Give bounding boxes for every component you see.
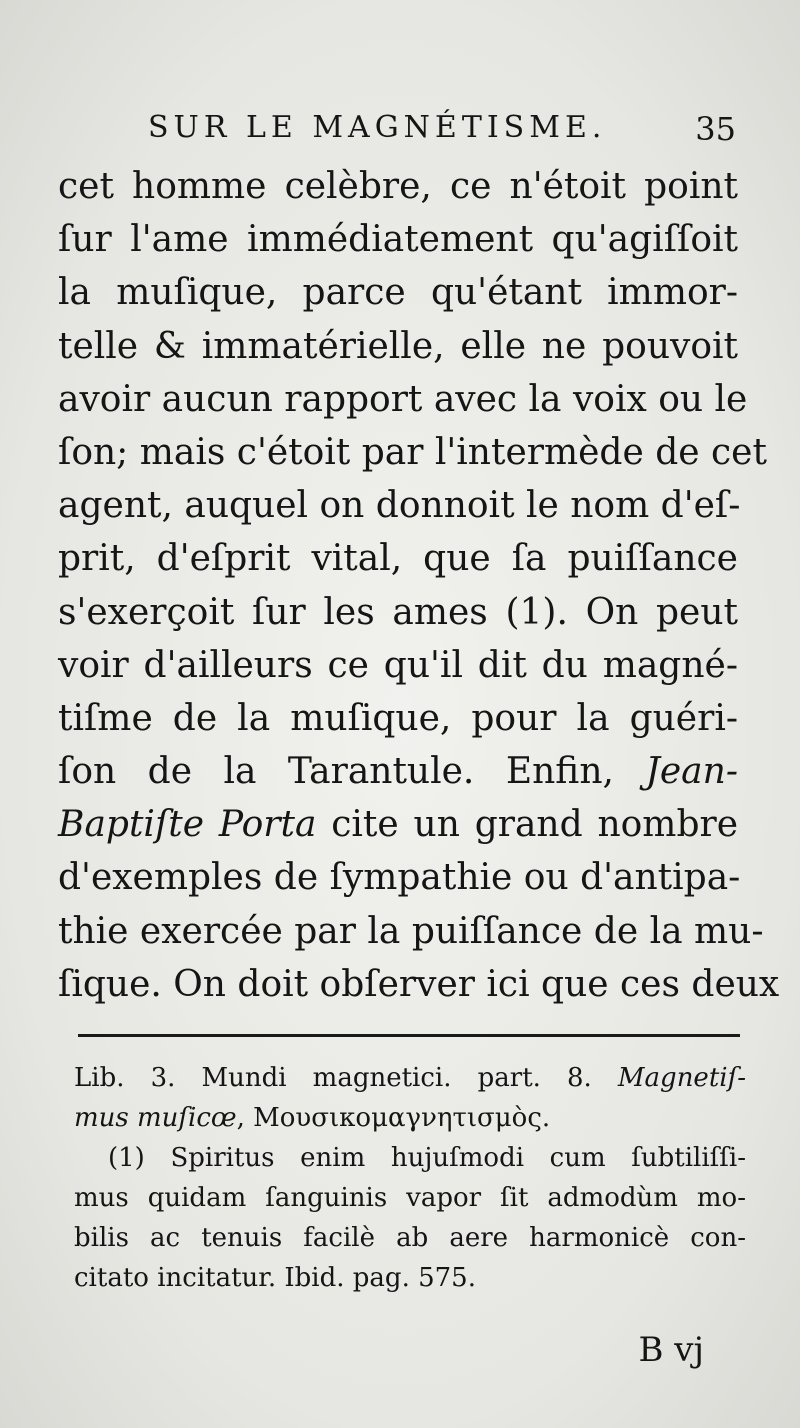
text-line	[58, 798, 738, 851]
italic-title: mus muſicœ	[74, 1103, 237, 1133]
text-line: thie exercée par la puiſſance de la mu-	[58, 910, 764, 952]
text-line: d'exemples de ſympathie ou d'antipa-	[58, 857, 741, 899]
text-line: avoir aucun rapport avec la voix ou le	[58, 378, 748, 420]
text-line: la muſique, parce qu'étant immor-	[58, 272, 738, 314]
text-line: s'exerçoit ſur les ames (1). On peut	[58, 591, 738, 633]
text-line: ſique. On doit obſerver ici que ces deux	[58, 963, 780, 1005]
footnote-line: (1) Spiritus enim hujuſmodi cum ſubtiliſſi-	[108, 1143, 746, 1173]
footnotes	[74, 1058, 746, 1298]
text-segment: , Μουσικομαγνητισμὸς.	[236, 1103, 551, 1133]
footnote-rule	[78, 1034, 740, 1037]
signature-mark: B vj	[638, 1330, 704, 1370]
footnote-line: bilis ac tenuis facilè ab aere harmonicè con-	[74, 1223, 746, 1253]
footnote-line: mus quidam ſanguinis vapor ſit admodùm mo-	[74, 1183, 746, 1213]
footnote-line: citato incitatur. Ibid. pag. 575.	[74, 1263, 476, 1293]
footnote-line	[74, 1098, 746, 1138]
footnote-line	[74, 1058, 746, 1098]
text-segment: cite un grand nombre	[316, 804, 739, 846]
text-line: agent, auquel on donnoit le nom d'eſ-	[58, 485, 741, 527]
text-line: ſon; mais c'étoit par l'intermède de cet	[58, 431, 767, 473]
text-segment: Lib. 3. Mundi magnetici. part. 8.	[74, 1063, 618, 1093]
italic-title: Magnetiſ-	[617, 1063, 746, 1093]
text-line: cet homme celèbre, ce n'étoit point	[58, 166, 738, 207]
text-line	[58, 745, 738, 798]
running-title: SUR LE MAGNÉTISME.	[148, 110, 607, 145]
body-text	[58, 160, 780, 1011]
text-line: telle & immatérielle, elle ne pouvoit	[58, 325, 738, 367]
text-line: tiſme de la muſique, pour la guéri-	[58, 697, 738, 739]
page-number: 35	[695, 110, 736, 148]
italic-name: Jean-	[645, 751, 738, 793]
text-segment: ſon de la Tarantule. Enfin,	[58, 751, 646, 793]
text-line: prit, d'eſprit vital, que ſa puiſſance	[58, 538, 738, 580]
running-head	[60, 104, 740, 154]
text-line: ſur l'ame immédiatement qu'agiſſoit	[58, 219, 738, 261]
text-line: voir d'ailleurs ce qu'il dit du magné-	[58, 644, 738, 686]
italic-name: Baptiſte Porta	[58, 804, 317, 846]
